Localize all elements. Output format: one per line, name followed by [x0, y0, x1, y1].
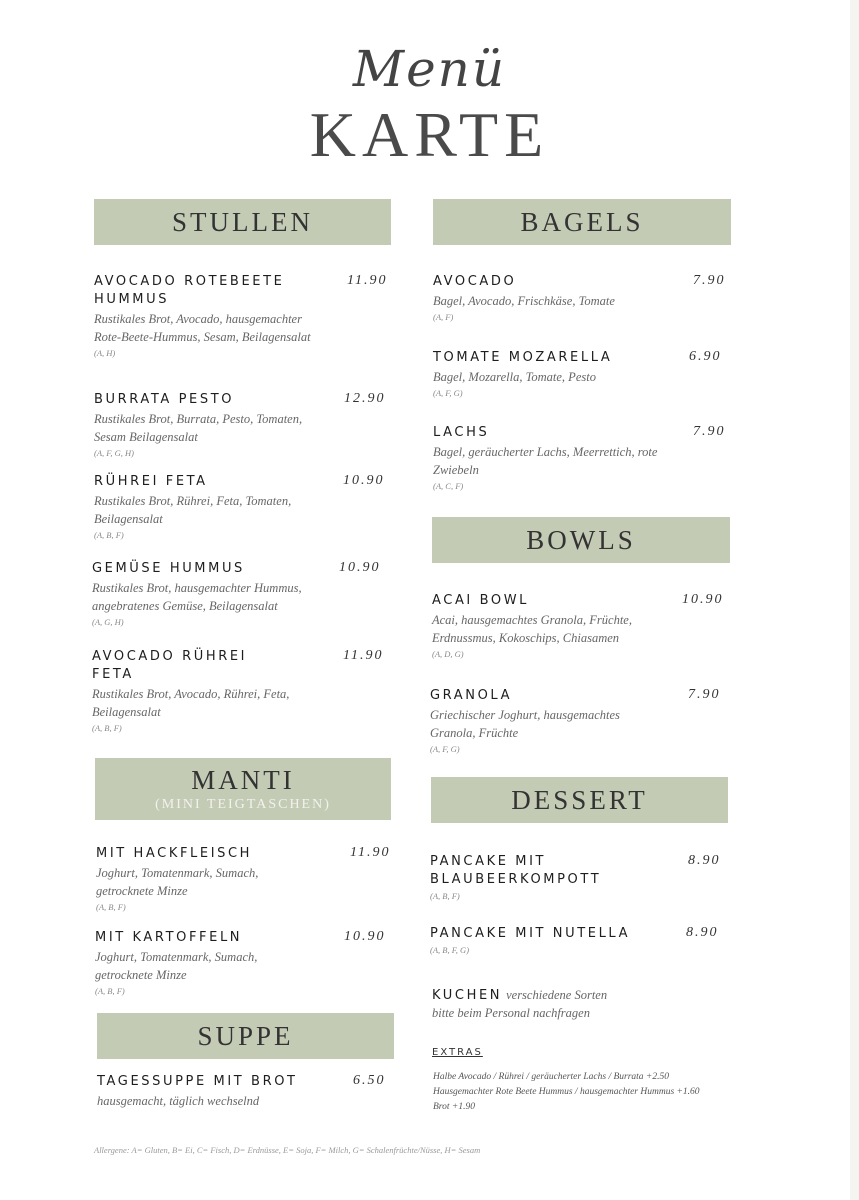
item-name: AVOCADO — [433, 274, 517, 289]
item-price: 11.90 — [347, 273, 388, 288]
item-allergens: (A, H) — [94, 348, 116, 358]
item-allergens: (A, C, F) — [433, 481, 464, 491]
section-header-stullen — [94, 199, 391, 245]
menu-item — [92, 648, 384, 735]
item-name: PANCAKE MIT NUTELLA — [430, 926, 631, 941]
menu-item — [430, 925, 719, 957]
menu-item — [97, 1073, 386, 1110]
menu-script-title: Menü — [352, 40, 507, 98]
item-price: 7.90 — [688, 687, 721, 702]
item-allergens: (A, G, H) — [92, 617, 124, 627]
menu-item — [94, 273, 388, 360]
item-price: 6.50 — [353, 1073, 386, 1088]
section-subtitle: (MINI TEIGTASCHEN) — [155, 797, 331, 812]
allergen-legend: Allergene: A= Gluten, B= Ei, C= Fisch, D= Erdnüsse, E= Soja, F= Milch, G= Schalenfrüchte/Nüsse, H= Sesam — [94, 1145, 481, 1155]
item-name: MIT HACKFLEISCH — [96, 846, 253, 861]
item-name: TOMATE MOZARELLA — [433, 350, 613, 365]
section-header-bagels — [433, 199, 731, 245]
menu-item — [433, 349, 722, 400]
item-name: MIT KARTOFFELN — [95, 930, 243, 945]
item-description: Bagel, Avocado, Frischkäse, Tomate — [433, 294, 615, 308]
item-allergens: (A, F, G) — [430, 744, 460, 754]
item-description: Rustikales Brot, hausgemachter Hummus, angebratenes Gemüse, Beilagensalat — [92, 581, 302, 613]
section-title: STULLEN — [172, 206, 313, 237]
item-name: RÜHREI FETA — [94, 474, 208, 489]
item-allergens: (A, B, F) — [95, 986, 125, 996]
item-name: PANCAKE MIT BLAUBEERKOMPOTT — [430, 854, 602, 887]
menu-main-title: KARTE — [309, 99, 550, 170]
menu-item — [94, 473, 385, 542]
extras-title: EXTRAS — [432, 1047, 483, 1058]
section-title: DESSERT — [511, 784, 648, 815]
item-price: 11.90 — [350, 845, 391, 860]
item-price: 10.90 — [682, 592, 724, 607]
section-header-dessert — [431, 777, 728, 823]
item-name: LACHS — [433, 425, 490, 440]
item-allergens: (A, F) — [433, 312, 454, 322]
menu-item — [430, 687, 721, 756]
item-name: AVOCADO RÜHREI FETA — [92, 649, 248, 682]
menu-item — [96, 845, 391, 914]
item-allergens: (A, B, F) — [92, 723, 122, 733]
item-allergens: (A, F, G) — [433, 388, 463, 398]
section-title: BOWLS — [526, 524, 636, 555]
item-description: Rustikales Brot, Rührei, Feta, Tomaten, Beilagensalat — [94, 494, 292, 526]
item-name: ACAI BOWL — [432, 593, 530, 608]
item-allergens: (A, F, G, H) — [94, 448, 134, 458]
section-title: MANTI — [191, 765, 295, 795]
item-description: Rustikales Brot, Burrata, Pesto, Tomaten, Sesam Beilagensalat — [94, 412, 303, 444]
item-description: Bagel, Mozarella, Tomate, Pesto — [433, 370, 596, 384]
item-allergens: (A, B, F) — [430, 891, 460, 901]
extras-line: Halbe Avocado / Rührei / geräucherter Lachs / Burrata +2.50 — [433, 1072, 669, 1082]
extras-list — [433, 1070, 700, 1115]
item-description: Joghurt, Tomatenmark, Sumach, getrocknete Minze — [96, 866, 259, 898]
item-description: hausgemacht, täglich wechselnd — [97, 1094, 260, 1108]
section-header-manti — [95, 758, 391, 820]
item-description: Rustikales Brot, Avocado, Rührei, Feta, Beilagensalat — [92, 687, 290, 719]
menu-item — [433, 424, 726, 493]
menu-item — [433, 273, 726, 324]
section-header-suppe — [97, 1013, 394, 1059]
menu-item — [430, 853, 721, 903]
item-allergens: (A, D, G) — [432, 649, 464, 659]
item-inline-note: verschiedene Sorten — [506, 988, 608, 1002]
item-price: 8.90 — [688, 853, 721, 868]
section-title: BAGELS — [520, 206, 644, 237]
item-description: Joghurt, Tomatenmark, Sumach, getrocknete Minze — [95, 950, 258, 982]
section-header-bowls — [432, 517, 730, 563]
item-price: 12.90 — [344, 391, 386, 406]
section-title: SUPPE — [197, 1020, 294, 1051]
item-description: Bagel, geräucherter Lachs, Meerrettich, rote Zwiebeln — [433, 445, 658, 477]
item-name: BURRATA PESTO — [94, 392, 235, 407]
item-price: 6.90 — [689, 349, 722, 364]
item-name: KUCHEN — [432, 988, 503, 1003]
menu-item — [95, 929, 386, 998]
item-description: bitte beim Personal nachfragen — [432, 1006, 590, 1020]
extras-line: Brot +1.90 — [433, 1102, 475, 1112]
item-name: GRANOLA — [430, 688, 513, 703]
item-name: GEMÜSE HUMMUS — [92, 561, 245, 576]
kuchen-item — [432, 984, 662, 1022]
item-description: Griechischer Joghurt, hausgemachtes Granola, Früchte — [430, 708, 620, 740]
item-price: 8.90 — [686, 925, 719, 940]
menu-item — [92, 560, 381, 629]
item-price: 7.90 — [693, 424, 726, 439]
item-description: Rustikales Brot, Avocado, hausgemachter Rote-Beete-Hummus, Sesam, Beilagensalat — [94, 312, 311, 344]
item-name: TAGESSUPPE MIT BROT — [97, 1074, 298, 1089]
item-allergens: (A, B, F, G) — [430, 945, 470, 955]
item-name: AVOCADO ROTEBEETE HUMMUS — [94, 274, 285, 307]
item-allergens: (A, B, F) — [96, 902, 126, 912]
item-price: 10.90 — [339, 560, 381, 575]
item-price: 7.90 — [693, 273, 726, 288]
item-description: Acai, hausgemachtes Granola, Früchte, Erdnussmus, Kokoschips, Chiasamen — [432, 613, 632, 645]
item-price: 10.90 — [343, 473, 385, 488]
menu-item — [94, 391, 386, 460]
item-price: 10.90 — [344, 929, 386, 944]
item-allergens: (A, B, F) — [94, 530, 124, 540]
item-price: 11.90 — [343, 648, 384, 663]
menu-item — [432, 592, 724, 661]
extras-line: Hausgemachter Rote Beete Hummus / hausgemachter Hummus +1.60 — [433, 1087, 700, 1097]
